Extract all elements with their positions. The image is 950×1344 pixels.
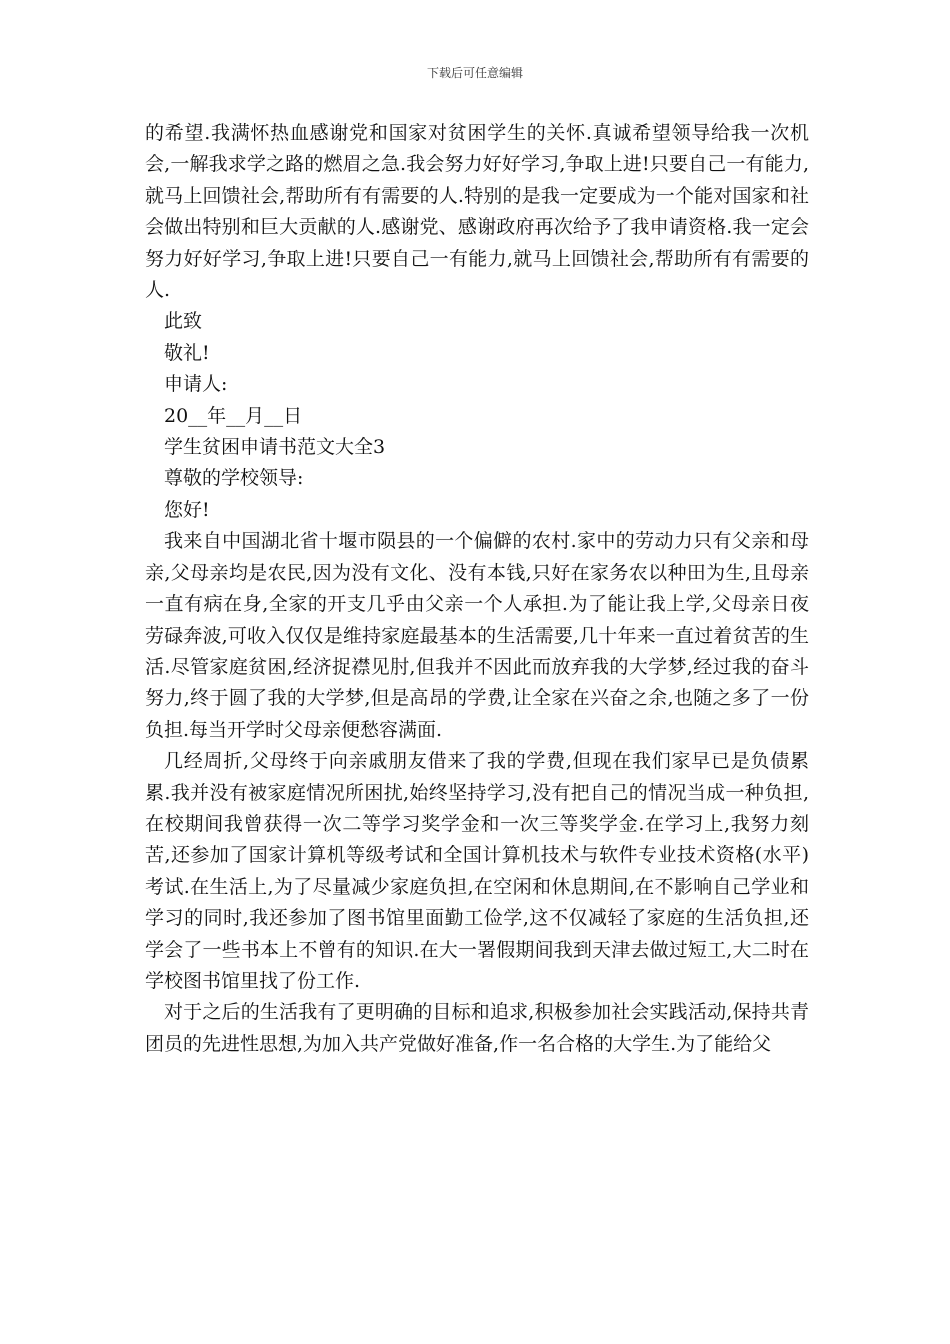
page-header: 下载后可任意编辑 — [426, 66, 523, 80]
closing-line-2: 敬礼! — [164, 341, 210, 364]
greeting-line: 您好! — [164, 498, 210, 521]
date-line: 20__年__月__日 — [164, 404, 303, 427]
paragraph-3: 几经周折,父母终于向亲戚朋友借来了我的学费,但现在我们家早已是负债累累.我并没有被家庭情况所困扰,始终坚持学习,没有把自己的情况当成一种负担,在校期间我曾获得一次二等学习奖学金和一次三等奖学金.在学习上,我努力刻苦,还参加了国家计算机等级考试和全国计算机技术与软件专业技术资格(水平)考试.在生活上,为了尽量减少家庭负担,在空闲和休息期间,在不影响自己学业和学习的同时,我还参加了图书馆里面勤工俭学,这不仅减轻了家庭的生活负担,还学会了一些书本上不曾有的知识.在大一署假期间我到天津去做过短工,大二时在学校图书馆里找了份工作. — [145, 750, 809, 992]
section-title: 学生贫困申请书范文大全3 — [164, 436, 386, 459]
closing-line-1: 此致 — [164, 310, 203, 333]
paragraph-2: 我来自中国湖北省十堰市陨县的一个偏僻的农村.家中的劳动力只有父亲和母亲,父母亲均是农民,因为没有文化、没有本钱,只好在家务农以种田为生,且母亲一直有病在身,全家的开支几乎由父亲一个人承担.为了能让我上学,父母亲日夜劳碌奔波,可收入仅仅是维持家庭最基本的生活需要,几十年来一直过着贫苦的生活.尽管家庭贫困,经济捉襟见肘,但我并不因此而放弃我的大学梦,经过我的奋斗努力,终于圆了我的大学梦,但是高昂的学费,让全家在兴奋之余,也随之多了一份负担.每当开学时父母亲便愁容满面. — [145, 530, 809, 741]
applicant-line: 申请人: — [164, 373, 228, 396]
paragraph-1: 的希望.我满怀热血感谢党和国家对贫困学生的关怀.真诚希望领导给我一次机会,一解我求学之路的燃眉之急.我会努力好好学习,争取上进!只要自己一有能力,就马上回馈社会,帮助所有有需要的人.特别的是我一定要成为一个能对国家和社会做出特别和巨大贡献的人.感谢党、感谢政府再次给予了我申请资格.我一定会努力好好学习,争取上进!只要自己一有能力,就马上回馈社会,帮助所有有需要的人. — [145, 122, 809, 302]
salutation-line: 尊敬的学校领导: — [164, 467, 304, 490]
paragraph-4: 对于之后的生活我有了更明确的目标和追求,积极参加社会实践活动,保持共青团员的先进性思想,为加入共产党做好准备,作一名合格的大学生.为了能给父 — [145, 1001, 809, 1055]
document-body — [145, 118, 809, 1060]
